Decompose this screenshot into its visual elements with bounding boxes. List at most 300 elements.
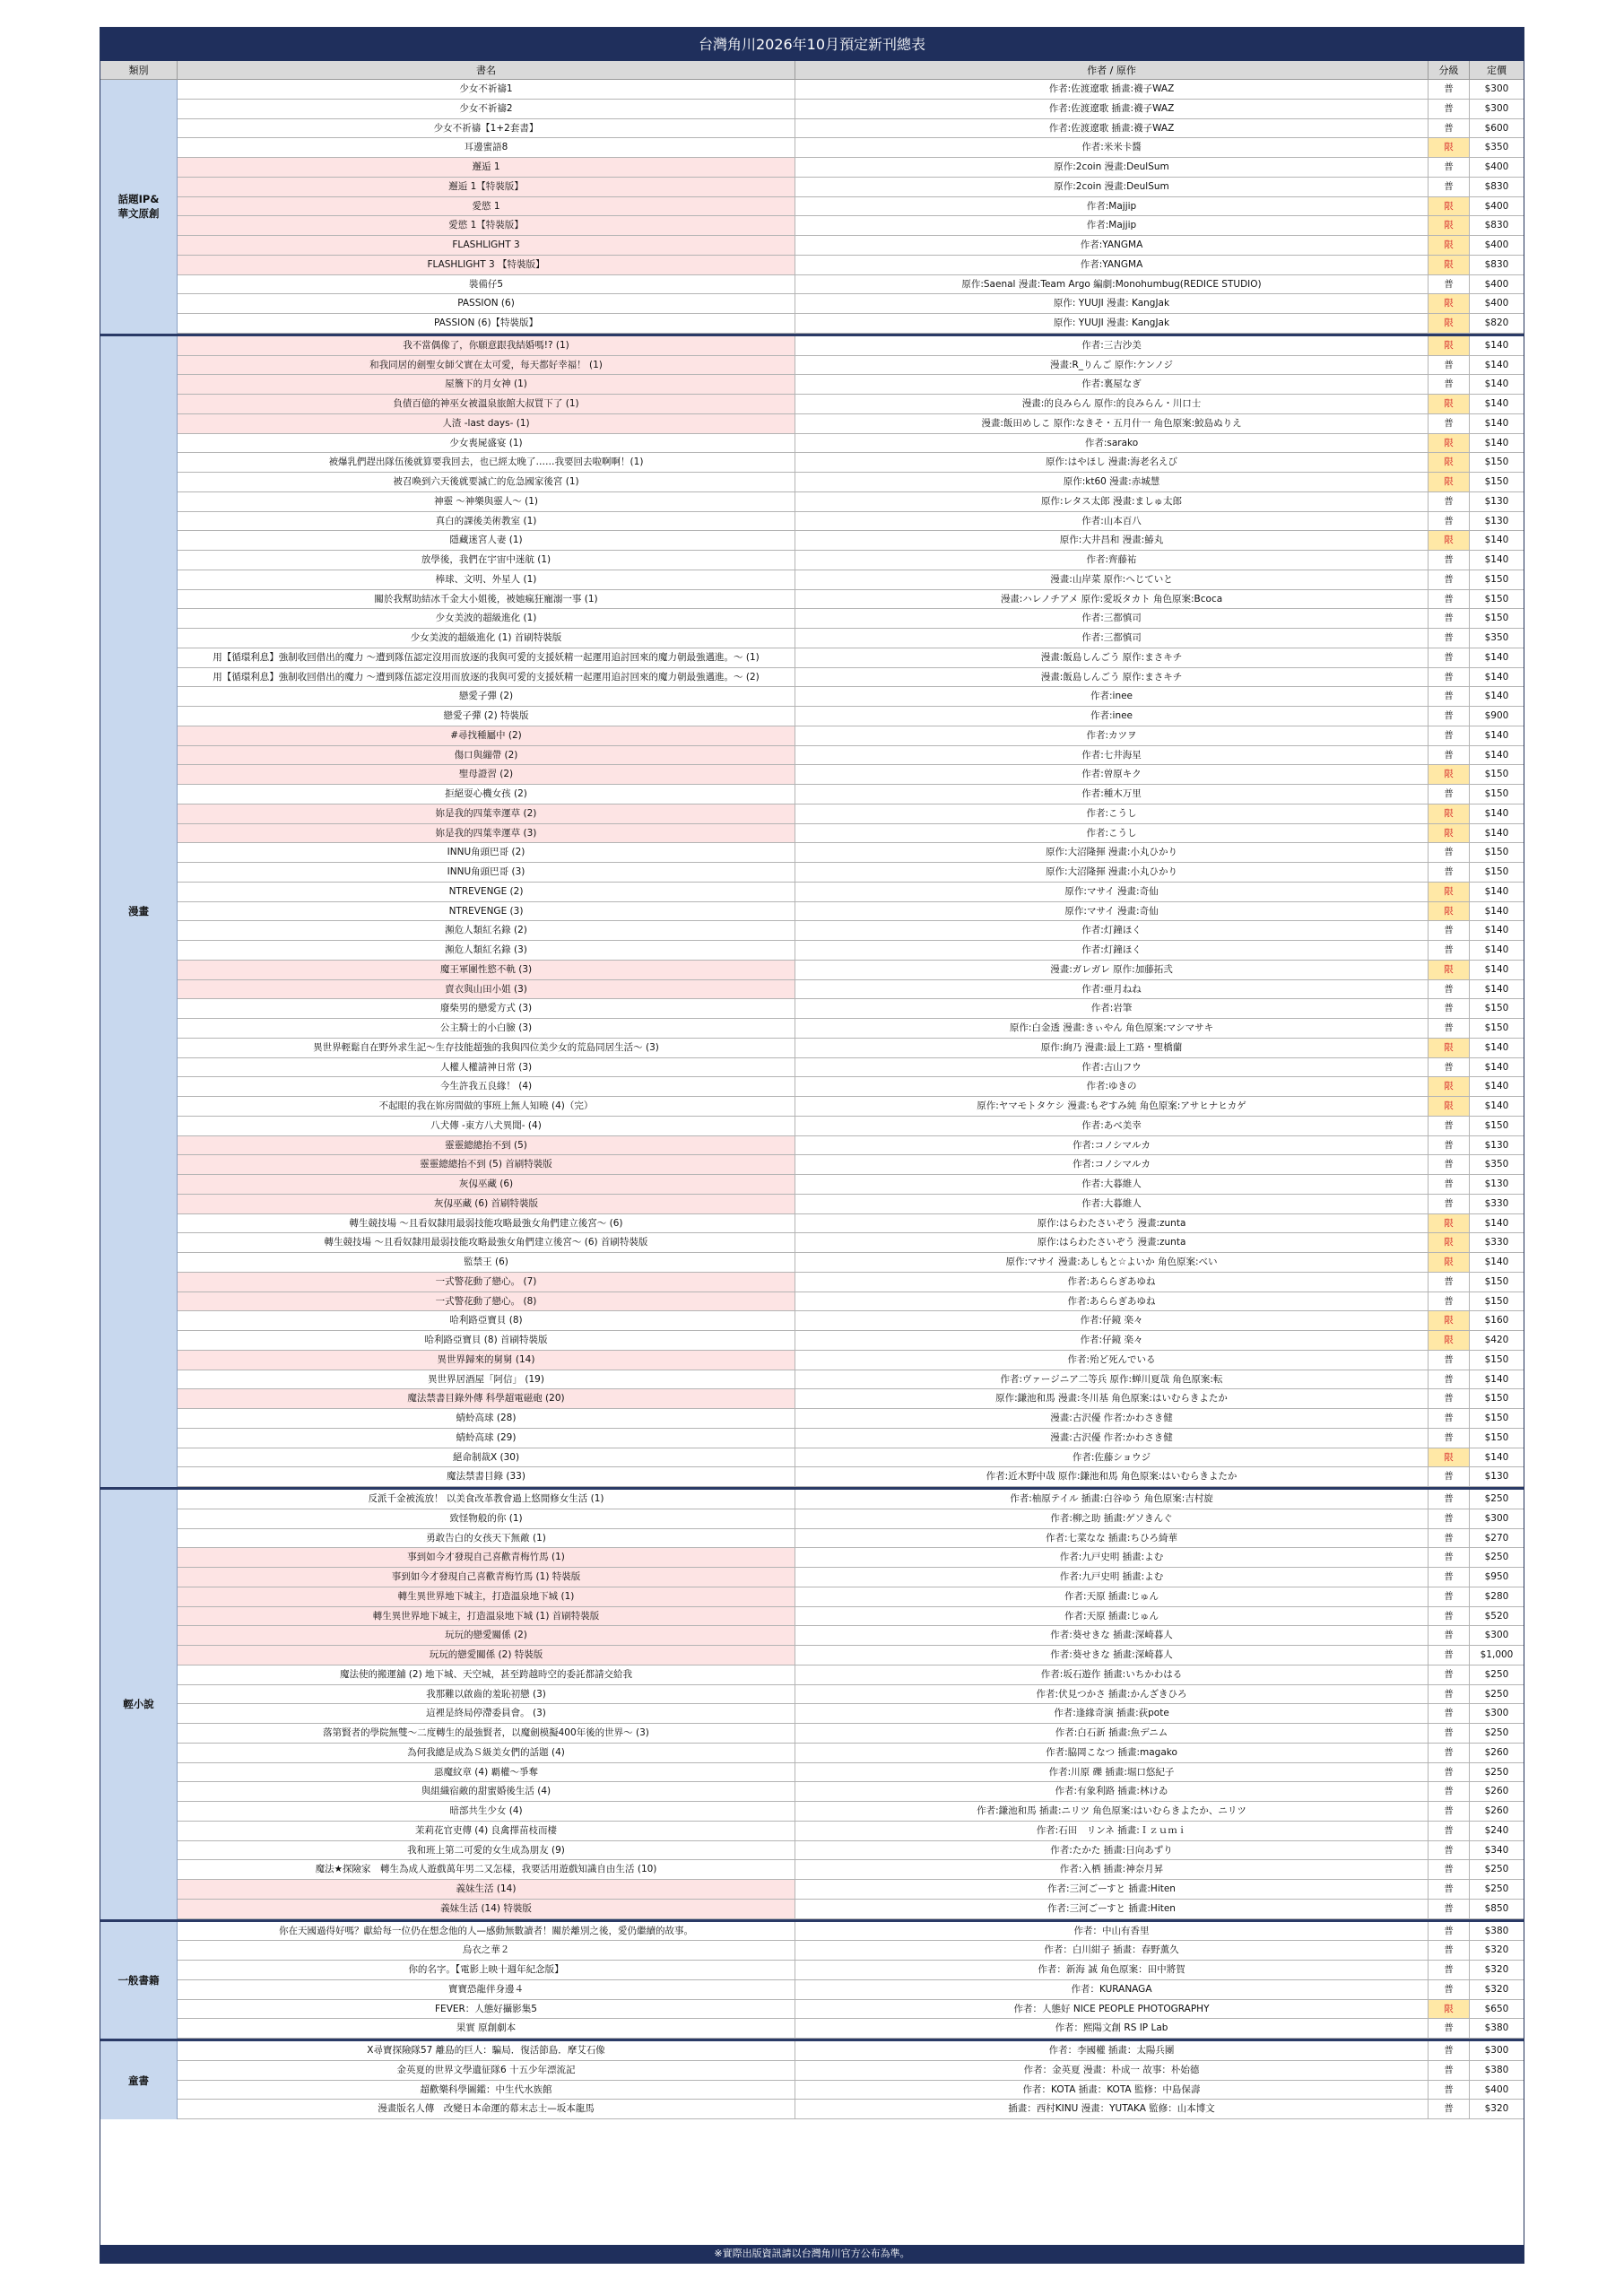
- cell-price: $130: [1470, 512, 1524, 532]
- cell-price: $400: [1470, 275, 1524, 295]
- cell-author: 漫畫:古沢優 作者:かわさき健: [795, 1429, 1429, 1448]
- cell-book: 絕命制裁X (30): [178, 1448, 795, 1468]
- cell-book: 你的名字。【電影上映十週年紀念版】: [178, 1961, 795, 1980]
- cell-rating: 普: [1429, 941, 1470, 961]
- cell-price: $150: [1470, 570, 1524, 590]
- cell-book: 哈利路亞寶貝 (8): [178, 1311, 795, 1331]
- cell-author: 作者:裏屋なぎ: [795, 375, 1429, 395]
- cell-price: $350: [1470, 138, 1524, 158]
- cell-book: 八犬傳 -東方八犬異聞- (4): [178, 1117, 795, 1136]
- cell-rating: 限: [1429, 314, 1470, 334]
- cell-book: NTREVENGE (2): [178, 883, 795, 902]
- cell-author: 作者:コノシマルカ: [795, 1155, 1429, 1175]
- cell-rating: 普: [1429, 1351, 1470, 1370]
- cell-price: $320: [1470, 1961, 1524, 1980]
- cell-rating: 普: [1429, 1467, 1470, 1487]
- cell-rating: 限: [1429, 138, 1470, 158]
- cell-author: 作者:大暮維人: [795, 1175, 1429, 1195]
- cell-author: 漫畫:的良みらん 原作:的良みらん・川口士: [795, 395, 1429, 414]
- cell-author: 原作:マサイ 漫畫:奇仙: [795, 883, 1429, 902]
- cell-author: 作者:入栖 插畫:神奈月昇: [795, 1860, 1429, 1880]
- cell-price: $140: [1470, 551, 1524, 570]
- cell-book: 今生許我五良緣！ (4): [178, 1077, 795, 1097]
- cell-book: 不起眼的我在妳房間做的事班上無人知曉 (4)（完）: [178, 1097, 795, 1117]
- cell-rating: 普: [1429, 1665, 1470, 1685]
- cell-price: $130: [1470, 1175, 1524, 1195]
- header-rating: 分級: [1429, 61, 1470, 80]
- cell-author: 作者:YANGMA: [795, 256, 1429, 275]
- cell-price: $270: [1470, 1529, 1524, 1549]
- cell-price: $260: [1470, 1782, 1524, 1802]
- cell-author: 作者:カツヲ: [795, 726, 1429, 746]
- cell-author: 漫畫:山岸菜 原作:へじていと: [795, 570, 1429, 590]
- cell-book: 異世界歸來的舅舅 (14): [178, 1351, 795, 1370]
- cell-price: $250: [1470, 1665, 1524, 1685]
- cell-price: $400: [1470, 2081, 1524, 2100]
- cell-book: FLASHLIGHT 3: [178, 236, 795, 256]
- cell-author: 作者:こうし: [795, 824, 1429, 844]
- cell-book: 哈利路亞寶貝 (8) 首刷特裝版: [178, 1331, 795, 1351]
- cell-price: $260: [1470, 1802, 1524, 1822]
- cell-book: 少女喪屍盛宴 (1): [178, 434, 795, 454]
- cell-author: 作者：人態好 NICE PEOPLE PHOTOGRAPHY: [795, 2000, 1429, 2020]
- cell-rating: 普: [1429, 492, 1470, 512]
- cell-price: $150: [1470, 785, 1524, 804]
- cell-author: 作者：中山有香里: [795, 1922, 1429, 1942]
- cell-rating: 限: [1429, 1214, 1470, 1234]
- cell-book: 愛慾 1: [178, 197, 795, 217]
- cell-book: 神靈 ～神樂與靈人～ (1): [178, 492, 795, 512]
- cell-rating: 普: [1429, 1922, 1470, 1942]
- cell-rating: 普: [1429, 1429, 1470, 1448]
- cell-author: 作者:佐渡遼歌 插畫:襪子WAZ: [795, 100, 1429, 119]
- cell-rating: 普: [1429, 1136, 1470, 1156]
- cell-book: 魔王軍團性慾不軌 (3): [178, 961, 795, 980]
- cell-book: 裝備仔5: [178, 275, 795, 295]
- cell-author: 作者:川原 礫 插畫:堀口悠紀子: [795, 1763, 1429, 1783]
- cell-book: 我和班上第二可愛的女生成為朋友 (9): [178, 1841, 795, 1861]
- cell-author: 作者:佐渡遼歌 插畫:襪子WAZ: [795, 80, 1429, 100]
- cell-author: 作者:三都慎司: [795, 629, 1429, 648]
- cell-book: 一式警花動了戀心。 (7): [178, 1273, 795, 1292]
- cell-price: $250: [1470, 1724, 1524, 1744]
- cell-rating: 普: [1429, 1782, 1470, 1802]
- cell-book: 靈靈總總抬不到 (5) 首刷特裝版: [178, 1155, 795, 1175]
- cell-book: 一式警花動了戀心。 (8): [178, 1292, 795, 1312]
- cell-author: 原作:鎌池和馬 漫畫:冬川基 角色原案:はいむらきよたか: [795, 1389, 1429, 1409]
- cell-book: 放學後，我們在宇宙中迷航 (1): [178, 551, 795, 570]
- cell-rating: 限: [1429, 1077, 1470, 1097]
- cell-price: $250: [1470, 1880, 1524, 1900]
- cell-rating: 普: [1429, 1529, 1470, 1549]
- cell-rating: 限: [1429, 883, 1470, 902]
- cell-rating: 普: [1429, 668, 1470, 688]
- cell-book: 這裡是終局停滯委員會。 (3): [178, 1704, 795, 1724]
- cell-rating: 普: [1429, 746, 1470, 766]
- cell-book: 少女不祈禱1: [178, 80, 795, 100]
- cell-rating: 限: [1429, 473, 1470, 492]
- cell-rating: 普: [1429, 100, 1470, 119]
- cell-price: $140: [1470, 375, 1524, 395]
- cell-rating: 普: [1429, 1587, 1470, 1607]
- cell-author: 作者:Majjip: [795, 216, 1429, 236]
- cell-author: 作者:仔鏡 楽々: [795, 1311, 1429, 1331]
- cell-price: $140: [1470, 824, 1524, 844]
- cell-author: 作者:三吉沙美: [795, 336, 1429, 356]
- cell-author: 作者:YANGMA: [795, 236, 1429, 256]
- header-book: 書名: [178, 61, 795, 80]
- cell-author: 作者:inee: [795, 707, 1429, 726]
- cell-rating: 普: [1429, 1822, 1470, 1841]
- cell-book: 轉生異世界地下城主，打造溫泉地下城 (1) 首刷特裝版: [178, 1607, 795, 1627]
- cell-rating: 限: [1429, 1039, 1470, 1058]
- cell-price: $250: [1470, 1548, 1524, 1568]
- cell-rating: 限: [1429, 294, 1470, 314]
- category-label: 童書: [100, 2041, 178, 2119]
- cell-price: $340: [1470, 1841, 1524, 1861]
- cell-author: 作者：李國權 插畫：太陽兵團: [795, 2041, 1429, 2061]
- cell-price: $160: [1470, 1311, 1524, 1331]
- header-price: 定價: [1470, 61, 1524, 80]
- cell-book: 金英夏的世界文學遺征隊6 十五少年漂流記: [178, 2061, 795, 2081]
- cell-rating: 普: [1429, 551, 1470, 570]
- cell-author: 漫畫:ガレガレ 原作:加藤拓弐: [795, 961, 1429, 980]
- cell-price: $400: [1470, 236, 1524, 256]
- cell-author: 作者:大暮維人: [795, 1195, 1429, 1214]
- cell-rating: 限: [1429, 1448, 1470, 1468]
- cell-author: 原作:大沼隆揮 漫畫:小丸ひかり: [795, 863, 1429, 883]
- cell-price: $850: [1470, 1900, 1524, 1919]
- cell-author: 作者：KOTA 插畫：KOTA 監修：中島保壽: [795, 2081, 1429, 2100]
- cell-author: 作者:葵せきな 插畫:深崎暮人: [795, 1626, 1429, 1646]
- cell-author: 作者:逢緣奇演 插畫:荻pote: [795, 1704, 1429, 1724]
- cell-price: $250: [1470, 1490, 1524, 1509]
- cell-author: 作者:七菜なな 插畫:ちひろ綺華: [795, 1529, 1429, 1549]
- cell-price: $140: [1470, 1448, 1524, 1468]
- cell-rating: 普: [1429, 1509, 1470, 1529]
- cell-rating: 普: [1429, 1568, 1470, 1587]
- cell-rating: 普: [1429, 1941, 1470, 1961]
- cell-book: 暗部共生少女 (4): [178, 1802, 795, 1822]
- cell-rating: 普: [1429, 863, 1470, 883]
- cell-price: $150: [1470, 863, 1524, 883]
- cell-author: 作者:天原 插畫:じゅん: [795, 1587, 1429, 1607]
- cell-book: 人渣 -last days- (1): [178, 414, 795, 434]
- cell-book: 與組織宿敵的甜蜜婚後生活 (4): [178, 1782, 795, 1802]
- cell-book: 隱藏迷宮人妻 (1): [178, 531, 795, 551]
- cell-rating: 普: [1429, 2081, 1470, 2100]
- cell-author: 作者:Majjip: [795, 197, 1429, 217]
- cell-price: $380: [1470, 2061, 1524, 2081]
- cell-author: 作者:たかた 插畫:日向あずり: [795, 1841, 1429, 1861]
- cell-book: 寶寶恐龍伴身邊４: [178, 1980, 795, 2000]
- cell-book: 反派千金被流放！ 以美食改革教會過上悠閒修女生活 (1): [178, 1490, 795, 1509]
- cell-author: 作者:山本百八: [795, 512, 1429, 532]
- cell-book: 監禁王 (6): [178, 1253, 795, 1273]
- cell-author: 作者:齊藤祐: [795, 551, 1429, 570]
- cell-price: $150: [1470, 765, 1524, 785]
- cell-rating: 普: [1429, 687, 1470, 707]
- cell-price: $150: [1470, 590, 1524, 610]
- cell-book: 玩玩的戀愛關係 (2) 特裝版: [178, 1646, 795, 1665]
- cell-rating: 普: [1429, 590, 1470, 610]
- cell-rating: 普: [1429, 1841, 1470, 1861]
- cell-price: $140: [1470, 1097, 1524, 1117]
- cell-book: 瀕危人類紅名錄 (3): [178, 941, 795, 961]
- cell-price: $300: [1470, 1626, 1524, 1646]
- schedule-sheet: [100, 27, 1524, 2264]
- cell-author: 原作:マサイ 漫畫:あしもと☆よいか 角色原案:べい: [795, 1253, 1429, 1273]
- cell-book: 漫畫版名人傳 改變日本命運的幕末志士—坂本龍馬: [178, 2100, 795, 2119]
- cell-book: PASSION (6): [178, 294, 795, 314]
- cell-book: 為何我總是成為Ｓ級美女們的話題 (4): [178, 1744, 795, 1763]
- cell-rating: 普: [1429, 2100, 1470, 2119]
- cell-rating: 普: [1429, 1273, 1470, 1292]
- cell-book: 瀕危人類紅名錄 (2): [178, 921, 795, 941]
- cell-rating: 限: [1429, 1097, 1470, 1117]
- cell-book: 超歡樂科學圖鑑：中生代水族館: [178, 2081, 795, 2100]
- cell-rating: 普: [1429, 980, 1470, 1000]
- cell-book: NTREVENGE (3): [178, 902, 795, 922]
- cell-rating: 限: [1429, 434, 1470, 454]
- cell-book: 義妹生活 (14) 特裝版: [178, 1900, 795, 1919]
- cell-price: $140: [1470, 902, 1524, 922]
- cell-rating: 限: [1429, 824, 1470, 844]
- cell-book: 真白的課後美術教室 (1): [178, 512, 795, 532]
- cell-book: 灰仭巫藏 (6) 首刷特裝版: [178, 1195, 795, 1214]
- cell-book: 廢柴男的戀愛方式 (3): [178, 999, 795, 1019]
- cell-price: $330: [1470, 1195, 1524, 1214]
- cell-price: $520: [1470, 1607, 1524, 1627]
- cell-book: 異世界居酒屋「阿信」 (19): [178, 1370, 795, 1390]
- cell-rating: 限: [1429, 531, 1470, 551]
- cell-book: 少女不祈禱【1+2套書】: [178, 119, 795, 139]
- cell-rating: 普: [1429, 1646, 1470, 1665]
- cell-author: 原作:Saenal 漫畫:Team Argo 編劇:Monohumbug(REDICE STUDIO): [795, 275, 1429, 295]
- cell-book: 被爆乳們趕出隊伍後就算要我回去，也已經太晚了……我要回去啦啊啊！(1): [178, 453, 795, 473]
- cell-author: 作者:近木野中哉 原作:鎌池和馬 角色原案:はいむらきよたか: [795, 1467, 1429, 1487]
- cell-price: $300: [1470, 1509, 1524, 1529]
- cell-rating: 限: [1429, 453, 1470, 473]
- cell-price: $150: [1470, 1292, 1524, 1312]
- cell-rating: 普: [1429, 1724, 1470, 1744]
- cell-price: $330: [1470, 1233, 1524, 1253]
- cell-book: 耳邊蜜語8: [178, 138, 795, 158]
- cell-price: $140: [1470, 980, 1524, 1000]
- cell-price: $150: [1470, 843, 1524, 863]
- cell-price: $140: [1470, 941, 1524, 961]
- cell-author: 作者:佐藤ショウジ: [795, 1448, 1429, 1468]
- cell-price: $140: [1470, 883, 1524, 902]
- cell-book: 落第賢者的學院無雙～二度轉生的最強賢者，以魔劍模擬400年後的世界～ (3): [178, 1724, 795, 1744]
- cell-author: 作者:九戸史明 插畫:よむ: [795, 1548, 1429, 1568]
- cell-book: 妳是我的四葉幸運草 (2): [178, 804, 795, 824]
- cell-book: #尋找種屬中 (2): [178, 726, 795, 746]
- cell-book: 賣衣與山田小姐 (3): [178, 980, 795, 1000]
- cell-book: 致怪物般的你 (1): [178, 1509, 795, 1529]
- cell-author: 作者:sarako: [795, 434, 1429, 454]
- cell-author: 作者:葵せきな 插畫:深崎暮人: [795, 1646, 1429, 1665]
- cell-rating: 普: [1429, 1744, 1470, 1763]
- cell-rating: 普: [1429, 1548, 1470, 1568]
- cell-author: 原作:2coin 漫畫:DeulSum: [795, 158, 1429, 178]
- cell-price: $140: [1470, 336, 1524, 356]
- cell-book: 灰仭巫藏 (6): [178, 1175, 795, 1195]
- cell-price: $320: [1470, 1980, 1524, 2000]
- cell-rating: 限: [1429, 395, 1470, 414]
- cell-book: 妳是我的四葉幸運草 (3): [178, 824, 795, 844]
- cell-price: $830: [1470, 178, 1524, 197]
- category-label: 輕小說: [100, 1490, 178, 1919]
- cell-author: 原作:はやほし 漫畫:海老名えび: [795, 453, 1429, 473]
- cell-price: $650: [1470, 2000, 1524, 2020]
- cell-author: 原作: YUUJI 漫畫: KangJak: [795, 314, 1429, 334]
- category-label: 一般書籍: [100, 1922, 178, 2039]
- cell-author: 作者:石田 リンネ 插畫:Ｉｚｕｍｉ: [795, 1822, 1429, 1841]
- cell-price: $350: [1470, 1155, 1524, 1175]
- cell-author: 原作:白金透 漫畫:きぃやん 角色原案:マシマサキ: [795, 1019, 1429, 1039]
- cell-author: 作者：KURANAGA: [795, 1980, 1429, 2000]
- cell-book: FLASHLIGHT 3 【特裝版】: [178, 256, 795, 275]
- cell-author: 作者:坂石遊作 插畫:いちかわはる: [795, 1665, 1429, 1685]
- cell-author: 作者:inee: [795, 687, 1429, 707]
- cell-book: 魔法使的搬運舖 (2) 地下城、天空城，甚至跨越時空的委託都請交給我: [178, 1665, 795, 1685]
- cell-rating: 限: [1429, 1311, 1470, 1331]
- cell-rating: 普: [1429, 2061, 1470, 2081]
- cell-author: 作者:曽原キク: [795, 765, 1429, 785]
- cell-price: $280: [1470, 1587, 1524, 1607]
- cell-price: $140: [1470, 531, 1524, 551]
- cell-price: $820: [1470, 314, 1524, 334]
- cell-rating: 普: [1429, 1409, 1470, 1429]
- cell-price: $320: [1470, 1941, 1524, 1961]
- cell-rating: 普: [1429, 158, 1470, 178]
- cell-author: 作者:佐渡遼歌 插畫:襪子WAZ: [795, 119, 1429, 139]
- cell-author: 原作:2coin 漫畫:DeulSum: [795, 178, 1429, 197]
- cell-book: 勇敢告白的女孩天下無敵 (1): [178, 1529, 795, 1549]
- cell-author: 漫畫:古沢優 作者:かわさき健: [795, 1409, 1429, 1429]
- cell-book: 少女美波的超級進化 (1) 首刷特裝版: [178, 629, 795, 648]
- cell-rating: 普: [1429, 356, 1470, 376]
- cell-price: $150: [1470, 473, 1524, 492]
- cell-author: 作者:有象利路 插畫:林けゐ: [795, 1782, 1429, 1802]
- cell-author: 作者:古山フウ: [795, 1058, 1429, 1078]
- cell-author: 作者:種木万里: [795, 785, 1429, 804]
- cell-rating: 限: [1429, 902, 1470, 922]
- cell-book: 轉生競技場 ～且看奴隸用最弱技能攻略最強女角們建立後宮～ (6) 首刷特裝版: [178, 1233, 795, 1253]
- cell-book: 果實 原創劇本: [178, 2019, 795, 2039]
- cell-author: 作者:灯鐘ほく: [795, 921, 1429, 941]
- cell-author: 作者:鎌池和馬 插畫:ニリツ 角色原案:はいむらきよたか、ニリツ: [795, 1802, 1429, 1822]
- cell-price: $140: [1470, 434, 1524, 454]
- cell-rating: 限: [1429, 197, 1470, 217]
- cell-price: $400: [1470, 294, 1524, 314]
- cell-rating: 普: [1429, 1704, 1470, 1724]
- cell-book: 用【循環利息】強制收回借出的魔力 ～遭到隊伍認定沒用而放逐的我與可愛的支援妖精一起運用追討回來的魔力朝最強邁進。～ (1): [178, 648, 795, 668]
- cell-price: $140: [1470, 395, 1524, 414]
- cell-price: $140: [1470, 746, 1524, 766]
- cell-author: 漫畫:飯島しんごう 原作:まさキチ: [795, 668, 1429, 688]
- cell-author: 作者:亜月ねね: [795, 980, 1429, 1000]
- cell-price: $140: [1470, 726, 1524, 746]
- cell-book: 邂逅 1【特裝版】: [178, 178, 795, 197]
- cell-price: $150: [1470, 1429, 1524, 1448]
- cell-rating: 普: [1429, 1980, 1470, 2000]
- cell-book: 少女不祈禱2: [178, 100, 795, 119]
- cell-price: $350: [1470, 629, 1524, 648]
- cell-book: 惡魔紋章 (4) 覇權～爭奪: [178, 1763, 795, 1783]
- cell-author: 原作:大沼隆揮 漫畫:小丸ひかり: [795, 843, 1429, 863]
- cell-rating: 普: [1429, 707, 1470, 726]
- header-author: 作者 / 原作: [795, 61, 1429, 80]
- cell-book: 聖母證習 (2): [178, 765, 795, 785]
- cell-rating: 限: [1429, 336, 1470, 356]
- cell-book: 屋簷下的月女神 (1): [178, 375, 795, 395]
- cell-rating: 普: [1429, 275, 1470, 295]
- cell-author: 作者:脇岡こなつ 插畫:magako: [795, 1744, 1429, 1763]
- cell-author: 漫畫:飯島しんごう 原作:まさキチ: [795, 648, 1429, 668]
- cell-rating: 普: [1429, 1685, 1470, 1705]
- cell-price: $140: [1470, 1370, 1524, 1390]
- cell-book: 負債百億的神巫女被溫泉旅館大叔買下了 (1): [178, 395, 795, 414]
- cell-author: 作者:コノシマルカ: [795, 1136, 1429, 1156]
- cell-rating: 限: [1429, 1233, 1470, 1253]
- cell-price: $140: [1470, 414, 1524, 434]
- cell-price: $150: [1470, 1409, 1524, 1429]
- cell-rating: 普: [1429, 1370, 1470, 1390]
- cell-price: $140: [1470, 1253, 1524, 1273]
- header-category: 類別: [100, 61, 178, 80]
- cell-book: 轉生競技場 ～且看奴隸用最弱技能攻略最強女角們建立後宮～ (6): [178, 1214, 795, 1234]
- cell-book: 戀愛子彈 (2): [178, 687, 795, 707]
- cell-author: 原作:ヤマモトタケシ 漫畫:もぞすみ純 角色原案:アサヒナヒカゲ: [795, 1097, 1429, 1117]
- cell-price: $300: [1470, 80, 1524, 100]
- cell-book: 愛慾 1【特裝版】: [178, 216, 795, 236]
- cell-author: 原作:はらわたさいぞう 漫畫:zunta: [795, 1233, 1429, 1253]
- cell-rating: 普: [1429, 414, 1470, 434]
- cell-book: 被召喚到六天後就要滅亡的危急國家後宮 (1): [178, 473, 795, 492]
- cell-author: 原作:はらわたさいぞう 漫畫:zunta: [795, 1214, 1429, 1234]
- cell-book: 我那難以啟齒的羞恥初戀 (3): [178, 1685, 795, 1705]
- cell-book: 我不當偶像了，你願意跟我結婚嗎!? (1): [178, 336, 795, 356]
- cell-book: 拒絕耍心機女孩 (2): [178, 785, 795, 804]
- cell-author: 作者：新海 誠 角色原案：田中將賀: [795, 1961, 1429, 1980]
- cell-rating: 普: [1429, 570, 1470, 590]
- cell-book: 和我同居的劍聖女師父實在太可愛，每天都好幸福！ (1): [178, 356, 795, 376]
- cell-book: 茉莉花官吏傳 (4) 良禽擇苗枝而棲: [178, 1822, 795, 1841]
- cell-price: $130: [1470, 492, 1524, 512]
- cell-price: $150: [1470, 999, 1524, 1019]
- cell-book: 人權人權請神日常 (3): [178, 1058, 795, 1078]
- cell-rating: 普: [1429, 1607, 1470, 1627]
- cell-price: $250: [1470, 1685, 1524, 1705]
- cell-book: 轉生異世界地下城主，打造溫泉地下城 (1): [178, 1587, 795, 1607]
- cell-book: 邂逅 1: [178, 158, 795, 178]
- category-label: 漫畫: [100, 336, 178, 1487]
- category-label: 話題IP& 華文原創: [100, 80, 178, 334]
- cell-author: 作者:岩筆: [795, 999, 1429, 1019]
- cell-author: 原作:大井昌和 漫畫:鰆丸: [795, 531, 1429, 551]
- cell-author: 作者:こうし: [795, 804, 1429, 824]
- cell-rating: 限: [1429, 216, 1470, 236]
- cell-book: INNU角頭巴哥 (2): [178, 843, 795, 863]
- cell-price: $150: [1470, 1389, 1524, 1409]
- cell-author: 作者:三河ごーすと 插畫:Hiten: [795, 1880, 1429, 1900]
- cell-price: $830: [1470, 216, 1524, 236]
- cell-book: FEVER：人態好攝影集5: [178, 2000, 795, 2020]
- cell-author: 作者:灯鐘ほく: [795, 941, 1429, 961]
- cell-price: $140: [1470, 921, 1524, 941]
